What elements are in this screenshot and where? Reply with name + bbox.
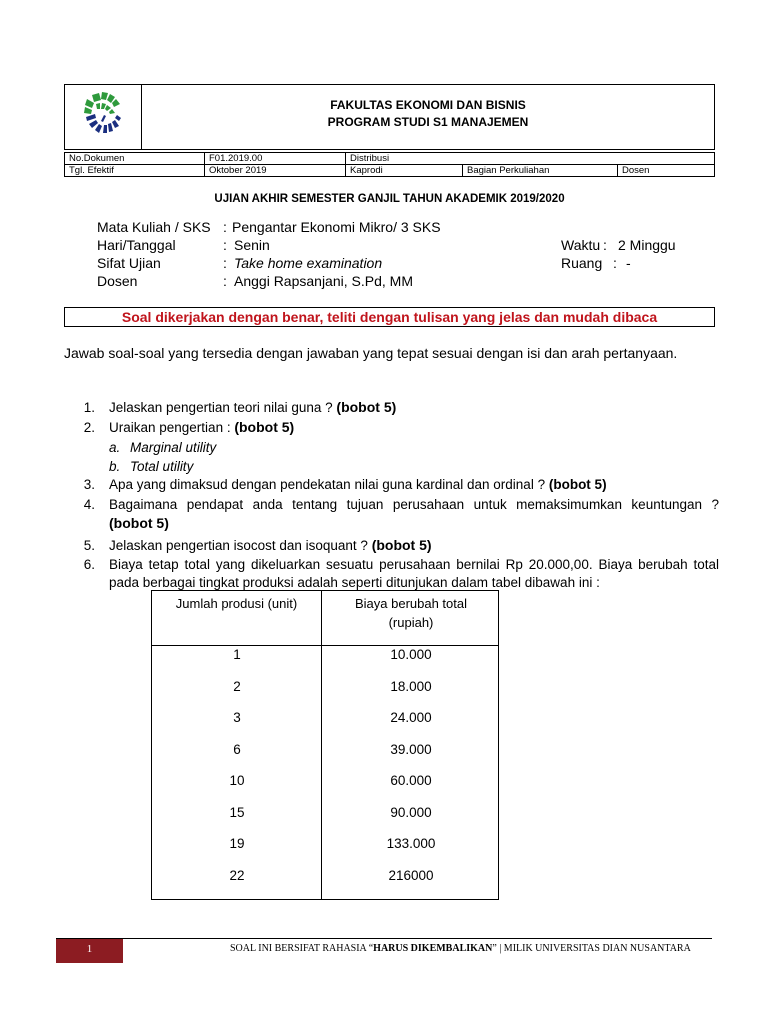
question-text: Bagaimana pendapat anda tentang tujuan perusahaan untuk memaksimumkan keuntungan ? [109,497,719,512]
question-text: Biaya tetap total yang dikeluarkan sesuatu perusahaan bernilai Rp 20.000,00. Biaya berubah total [109,557,719,572]
table-cell-quantity: 19 [229,836,245,851]
table-cell-quantity: 6 [233,741,241,757]
question-2a [109,438,216,457]
column-header-cost [322,594,500,632]
doc-cell: Kaprodi [346,165,463,177]
room-label: Ruang [561,255,603,271]
question-number: 6. [83,557,95,572]
question-number: 1. [83,400,95,415]
question-text-line [109,536,432,555]
column-header-line: Biaya berubah total [354,596,468,611]
production-cost-table [151,590,499,900]
doc-cell: Dosen [618,165,715,177]
doc-info-row [65,165,715,177]
table-cell-quantity: 22 [229,867,245,883]
question-number: 4. [83,497,95,512]
table-cell-quantity: 3 [233,710,241,725]
question-number: 3. [83,477,95,492]
column-header-line: (rupiah) [388,615,434,630]
info-separator: : [223,237,227,253]
table-cell-cost: 133.000 [386,836,436,851]
doc-cell: Bagian Perkuliahan [463,165,618,177]
footer-text [230,943,691,954]
subitem-text: Marginal utility [130,440,217,455]
question-text: Apa yang dimaksud dengan pendekatan nilai guna kardinal dan ordinal ? [109,477,549,492]
instruction-banner: Soal dikerjakan dengan benar, teliti dengan tulisan yang jelas dan mudah dibaca [64,307,715,327]
question-text: Uraikan pengertian : [109,420,235,435]
subitem-letter: a. [109,440,121,455]
question-text-line [109,475,607,494]
lecturer-value: Anggi Rapsanjani, S.Pd, MM [234,273,413,289]
room-value: - [626,255,631,271]
page-number: 1 [56,939,123,963]
doc-cell: Oktober 2019 [205,165,346,177]
question-weight: (bobot 5) [234,419,295,435]
table-cell-cost: 10.000 [390,647,432,662]
exam-type-label: Sifat Ujian [97,255,161,271]
table-cell-cost: 18.000 [390,678,432,694]
lecturer-label: Dosen [97,273,138,289]
table-cell-quantity: 10 [229,773,245,788]
subitem-text: Total utility [130,459,194,474]
question-weight: (bobot 5) [109,515,169,531]
document-header [64,84,715,150]
table-cell-cost: 90.000 [390,804,432,820]
question-number: 5. [83,538,95,553]
day-label: Hari/Tanggal [97,237,176,253]
question-text: Jelaskan pengertian teori nilai guna ? [109,400,337,415]
table-cell-quantity: 1 [233,647,241,662]
footer-divider [56,938,712,939]
day-value: Senin [234,237,270,253]
question-text-line [109,418,294,437]
question-weight: (bobot 5) [371,537,432,553]
table-cell-quantity: 15 [229,804,245,820]
table-divider [152,645,498,646]
doc-cell: Distribusi [346,153,715,165]
info-separator: : [603,237,607,253]
logo-cell [65,85,142,149]
question-weight: (bobot 5) [548,477,607,492]
info-separator: : [223,255,227,271]
question-text: Jelaskan pengertian isocost dan isoquant ? [109,538,372,553]
question-weight: (bobot 5) [336,399,397,415]
info-separator: : [613,255,617,271]
footer-text-bold: HARUS DIKEMBALIKAN [373,943,493,954]
time-value: 2 Minggu [618,237,676,253]
table-cell-cost: 216000 [388,867,434,883]
table-divider [321,591,322,899]
info-separator: : [223,273,227,289]
intro-paragraph: Jawab soal-soal yang tersedia dengan jawaban yang tepat sesuai dengan isi dan arah pertanyaan. [64,345,678,361]
info-separator: : [223,219,227,235]
footer-text-part: ” | MILIK UNIVERSITAS DIAN NUSANTARA [492,943,691,954]
doc-info-row [65,153,715,165]
faculty-name: FAKULTAS EKONOMI DAN BISNIS [330,98,526,112]
question-number: 2. [83,420,95,435]
question-2b [109,457,193,476]
table-cell-cost: 39.000 [390,741,432,757]
header-title [142,97,714,131]
footer-text-part: SOAL INI BERSIFAT RAHASIA “ [230,943,374,954]
doc-cell: F01.2019.00 [205,153,346,165]
subitem-letter: b. [109,459,121,474]
doc-cell: No.Dokumen [65,153,205,165]
time-label: Waktu [561,237,601,253]
question-text-line [109,398,396,417]
table-cell-quantity: 2 [233,678,241,694]
doc-cell: Tgl. Efektif [65,165,205,177]
course-label: Mata Kuliah / SKS [97,219,211,235]
table-cell-cost: 60.000 [390,773,432,788]
question-text: pada berbagai tingkat produksi adalah seperti ditunjukan dalam tabel dibawah ini : [109,575,600,590]
exam-title: UJIAN AKHIR SEMESTER GANJIL TAHUN AKADEMIK 2019/2020 [214,193,565,205]
course-value: Pengantar Ekonomi Mikro/ 3 SKS [232,219,441,235]
program-name: PROGRAM STUDI S1 MANAJEMEN [327,115,529,129]
document-info-table [64,152,715,177]
exam-type-value: Take home examination [234,255,383,271]
table-cell-cost: 24.000 [390,710,432,725]
university-logo-icon [65,85,142,149]
column-header-quantity: Jumlah produsi (unit) [175,596,298,611]
